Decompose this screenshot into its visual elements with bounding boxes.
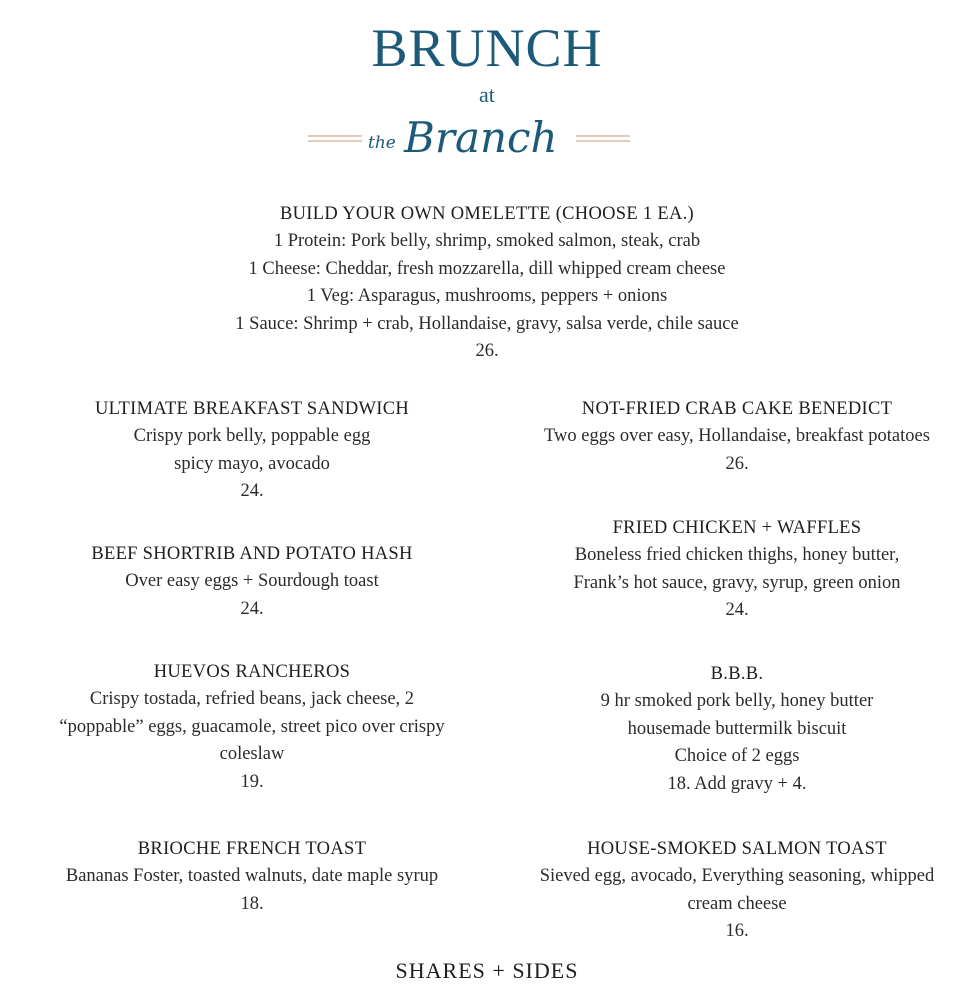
item-price: 24. (240, 598, 264, 619)
item-name: B.B.B. (710, 664, 764, 684)
item-name: ULTIMATE BREAKFAST SANDWICH (94, 399, 410, 419)
logo-mark (306, 98, 632, 170)
item-price: 24. (240, 481, 264, 501)
item-description: housemade buttermilk biscuit (627, 718, 847, 739)
omelette-price: 26. (475, 341, 499, 361)
menu-item-crab-cake-benedict (490, 395, 974, 478)
menu-item-huevos-rancheros (4, 658, 500, 796)
item-name: NOT-FRIED CRAB CAKE BENEDICT (581, 399, 893, 419)
item-price: 24. (725, 600, 749, 620)
item-description: Sieved egg, avocado, Everything seasoning, whipped (539, 866, 935, 886)
omelette-name: BUILD YOUR OWN OMELETTE (CHOOSE 1 EA.) (279, 204, 695, 224)
menu-item-french-toast (4, 835, 500, 918)
item-description: Two eggs over easy, Hollandaise, breakfast potatoes (544, 426, 930, 446)
item-name: HOUSE-SMOKED SALMON TOAST (587, 839, 887, 859)
item-description: Over easy eggs + Sourdough toast (125, 571, 379, 591)
item-description: Crispy pork belly, poppable egg (133, 426, 371, 446)
omelette-line: 1 Protein: Pork belly, shrimp, smoked salmon, steak, crab (273, 231, 701, 251)
the-branch-logo (306, 98, 632, 170)
item-name: HUEVOS RANCHEROS (153, 662, 351, 682)
item-description: spicy mayo, avocado (174, 453, 330, 474)
item-description: coleslaw (219, 744, 285, 764)
item-price: 26. (725, 453, 749, 474)
item-name: BRIOCHE FRENCH TOAST (137, 839, 367, 859)
omelette-line: 1 Cheese: Cheddar, fresh mozzarella, dill whipped cream cheese (248, 258, 726, 279)
item-description: Boneless fried chicken thighs, honey butter, (574, 545, 900, 565)
item-name: FRIED CHICKEN + WAFFLES (612, 518, 862, 538)
menu-item-salmon-toast (490, 835, 974, 946)
item-description: 9 hr smoked pork belly, honey butter (600, 691, 874, 711)
item-name: BEEF SHORTRIB AND POTATO HASH (91, 544, 413, 564)
item-price: 18. Add gravy + 4. (667, 773, 807, 794)
item-description: “poppable” eggs, guacamole, street pico over crispy (59, 716, 445, 737)
omelette-line: 1 Sauce: Shrimp + crab, Hollandaise, gravy, salsa verde, chile sauce (235, 313, 739, 334)
omelette-line: 1 Veg: Asparagus, mushrooms, peppers + onions (306, 286, 668, 306)
menu-title-at: at (479, 82, 495, 107)
menu-item-shortrib-hash (4, 540, 500, 623)
item-description: cream cheese (687, 893, 787, 914)
logo-branch-text: Branch (404, 113, 558, 162)
logo-the-text: the (368, 133, 396, 153)
item-description: Choice of 2 eggs (674, 746, 800, 766)
item-price: 18. (240, 893, 264, 914)
item-price: 19. (240, 771, 264, 792)
menu-item-breakfast-sandwich (4, 395, 500, 506)
item-description: Frank’s hot sauce, gravy, syrup, green onion (573, 572, 901, 593)
shares-sides-heading: SHARES + SIDES (395, 958, 579, 983)
menu-title: BRUNCH (371, 18, 603, 78)
item-price: 16. (725, 921, 749, 941)
item-description: Crispy tostada, refried beans, jack cheese, 2 (89, 689, 415, 709)
omelette-section (0, 200, 974, 366)
menu-item-bbb (490, 660, 974, 798)
menu-item-chicken-waffles (490, 514, 974, 625)
item-description: Bananas Foster, toasted walnuts, date maple syrup (65, 866, 439, 886)
